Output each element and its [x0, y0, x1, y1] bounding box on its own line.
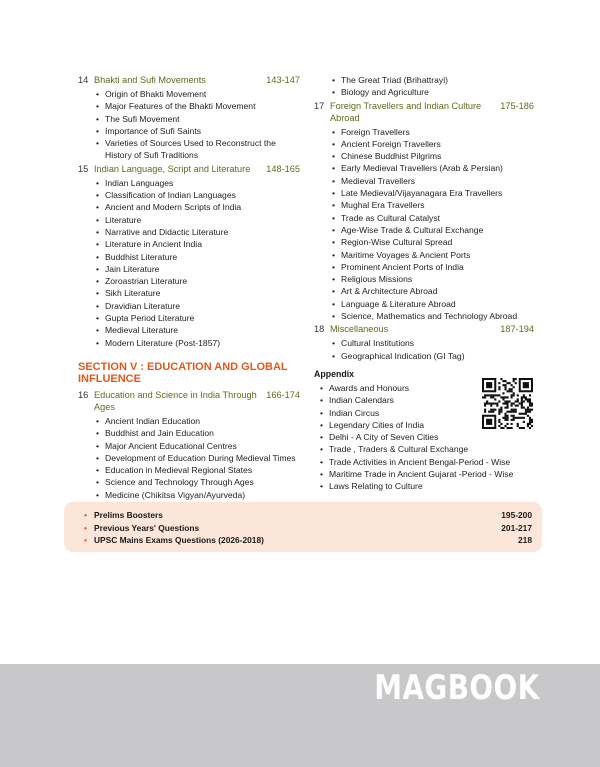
chapter-pages: 148-165	[266, 163, 300, 174]
chapter-number: 16	[78, 389, 89, 400]
chapter-heading	[314, 323, 534, 335]
topic-item: • Jain Literature	[96, 263, 300, 275]
chapter-title: Miscellaneous	[330, 324, 389, 335]
left-chapters	[78, 74, 300, 349]
continued-items	[314, 74, 534, 99]
topic-item: • Major Features of the Bhakti Movement	[96, 100, 300, 112]
right-column	[314, 74, 534, 493]
bullet: •	[84, 510, 87, 520]
chapter-pages: 187-194	[500, 324, 534, 335]
appendix-item: • Maritime Trade in Ancient Gujarat -Period - Wise	[320, 468, 534, 480]
topic-item: • Varieties of Sources Used to Reconstruct the History of Sufi Traditions	[96, 137, 300, 162]
chapter-pages: 175-186	[500, 100, 534, 111]
extras-row	[84, 510, 532, 521]
extras-pages: 195-200	[501, 510, 532, 520]
extras-label: Prelims Boosters	[94, 510, 163, 520]
topic-item: • Art & Architecture Abroad	[332, 285, 534, 297]
topic-item: • Zoroastrian Literature	[96, 275, 300, 287]
chapter-number: 14	[78, 75, 89, 85]
chapter-topics	[78, 88, 300, 162]
appendix-item: • Delhi - A City of Seven Cities	[320, 431, 534, 443]
topic-item: • Literature	[96, 214, 300, 226]
extras-box	[64, 502, 542, 552]
topic-item: • Religious Missions	[332, 273, 534, 285]
topic-item: • Geographical Indication (GI Tag)	[332, 350, 534, 362]
topic-item: • Foreign Travellers	[332, 126, 534, 138]
topic-item: • Age-Wise Trade & Cultural Exchange	[332, 224, 534, 236]
topic-item: • Ancient and Modern Scripts of India	[96, 201, 300, 213]
chapter-title: Indian Language, Script and Literature	[94, 163, 251, 174]
topic-item: • Narrative and Didactic Literature	[96, 226, 300, 238]
topic-item: • Cultural Institutions	[332, 337, 534, 349]
extras-row	[84, 523, 532, 534]
topic-item: • Late Medieval/Vijayanagara Era Travellers	[332, 187, 534, 199]
extras-label: Previous Years' Questions	[94, 522, 200, 533]
right-chapters	[314, 100, 534, 362]
topic-item: • Modern Literature (Post-1857)	[96, 337, 300, 349]
appendix-item: • Indian Calendars	[320, 394, 534, 406]
chapter-pages: 166-174	[266, 389, 300, 400]
bullet: •	[84, 522, 87, 533]
chapter-heading	[78, 163, 300, 175]
topic-item: • Language & Literature Abroad	[332, 298, 534, 310]
chapter-heading	[78, 389, 300, 413]
footer-band	[0, 664, 600, 767]
chapter-title: Foreign Travellers and Indian Culture Abroad	[330, 100, 482, 123]
topic-item: • The Great Triad (Brihattrayi)	[332, 74, 534, 86]
brand-logo: MAGBOOK	[374, 668, 540, 708]
chapter-topics	[78, 415, 300, 501]
extras-label: UPSC Mains Exams Questions (2026-2018)	[94, 535, 264, 545]
topic-item: • Origin of Bhakti Movement	[96, 88, 300, 100]
appendix-item: • Laws Relating to Culture	[320, 480, 534, 492]
chapter-topics	[314, 126, 534, 323]
topic-item: • Indian Languages	[96, 177, 300, 189]
chapter-topics	[314, 337, 534, 362]
topic-item: • Buddhist Literature	[96, 251, 300, 263]
chapter-number: 17	[314, 100, 325, 111]
topic-item: • Medieval Travellers	[332, 175, 534, 187]
appendix-item: • Legendary Cities of India	[320, 419, 534, 431]
topic-item: • The Sufi Movement	[96, 113, 300, 125]
extras-row	[84, 535, 532, 546]
appendix-title: Appendix	[314, 368, 355, 379]
appendix-item: • Indian Circus	[320, 407, 534, 419]
topic-item: • Prominent Ancient Ports of India	[332, 261, 534, 273]
topic-item: • Education in Medieval Regional States	[96, 464, 300, 476]
left-column	[78, 74, 300, 501]
topic-item: • Sikh Literature	[96, 287, 300, 299]
topic-item: • Major Ancient Educational Centres	[96, 440, 300, 452]
topic-item: • Early Medieval Travellers (Arab & Persian)	[332, 162, 534, 174]
extras-pages: 201-217	[501, 522, 532, 533]
topic-item: • Medieval Literature	[96, 324, 300, 336]
chapter-title: Education and Science in India Through Ages	[94, 389, 257, 412]
bullet: •	[84, 535, 87, 545]
qr-code-graphic	[482, 378, 533, 429]
topic-item: • Importance of Sufi Saints	[96, 125, 300, 137]
topic-item: • Gupta Period Literature	[96, 312, 300, 324]
topic-item: • Buddhist and Jain Education	[96, 427, 300, 439]
chapter-number: 18	[314, 324, 325, 335]
extras-pages: 218	[518, 535, 532, 545]
topic-item: • Medicine (Chikitsa Vigyan/Ayurveda)	[96, 489, 300, 501]
topic-item: • Literature in Ancient India	[96, 238, 300, 250]
chapter-number: 15	[78, 163, 89, 174]
appendix-item: • Awards and Honours	[320, 382, 534, 394]
section-chapter	[78, 389, 300, 501]
chapter-heading	[314, 100, 534, 124]
appendix-item: • Trade , Traders & Cultural Exchange	[320, 443, 534, 455]
topic-item: • Region-Wise Cultural Spread	[332, 236, 534, 248]
appendix-item: • Trade Activities in Ancient Bengal-Period - Wise	[320, 456, 534, 468]
qr-code-icon[interactable]	[482, 378, 533, 429]
section-title: SECTION V : EDUCATION AND GLOBAL INFLUENCE	[78, 360, 288, 386]
topic-item: • Maritime Voyages & Ancient Ports	[332, 249, 534, 261]
chapter-topics	[78, 177, 300, 349]
topic-item: • Ancient Foreign Travellers	[332, 138, 534, 150]
topic-item: • Biology and Agriculture	[332, 86, 534, 98]
chapter-title: Bhakti and Sufi Movements	[94, 75, 206, 85]
topic-item: • Chinese Buddhist Pilgrims	[332, 150, 534, 162]
topic-item: • Mughal Era Travellers	[332, 199, 534, 211]
topic-item: • Ancient Indian Education	[96, 415, 300, 427]
topic-item: • Dravidian Literature	[96, 300, 300, 312]
topic-item: • Trade as Cultural Catalyst	[332, 212, 534, 224]
topic-item: • Science, Mathematics and Technology Abroad	[332, 310, 534, 322]
topic-item: • Science and Technology Through Ages	[96, 476, 300, 488]
topic-item: • Development of Education During Medieval Times	[96, 452, 300, 464]
chapter-pages: 143-147	[266, 75, 300, 85]
chapter-heading	[78, 74, 300, 86]
topic-item: • Classification of Indian Languages	[96, 189, 300, 201]
